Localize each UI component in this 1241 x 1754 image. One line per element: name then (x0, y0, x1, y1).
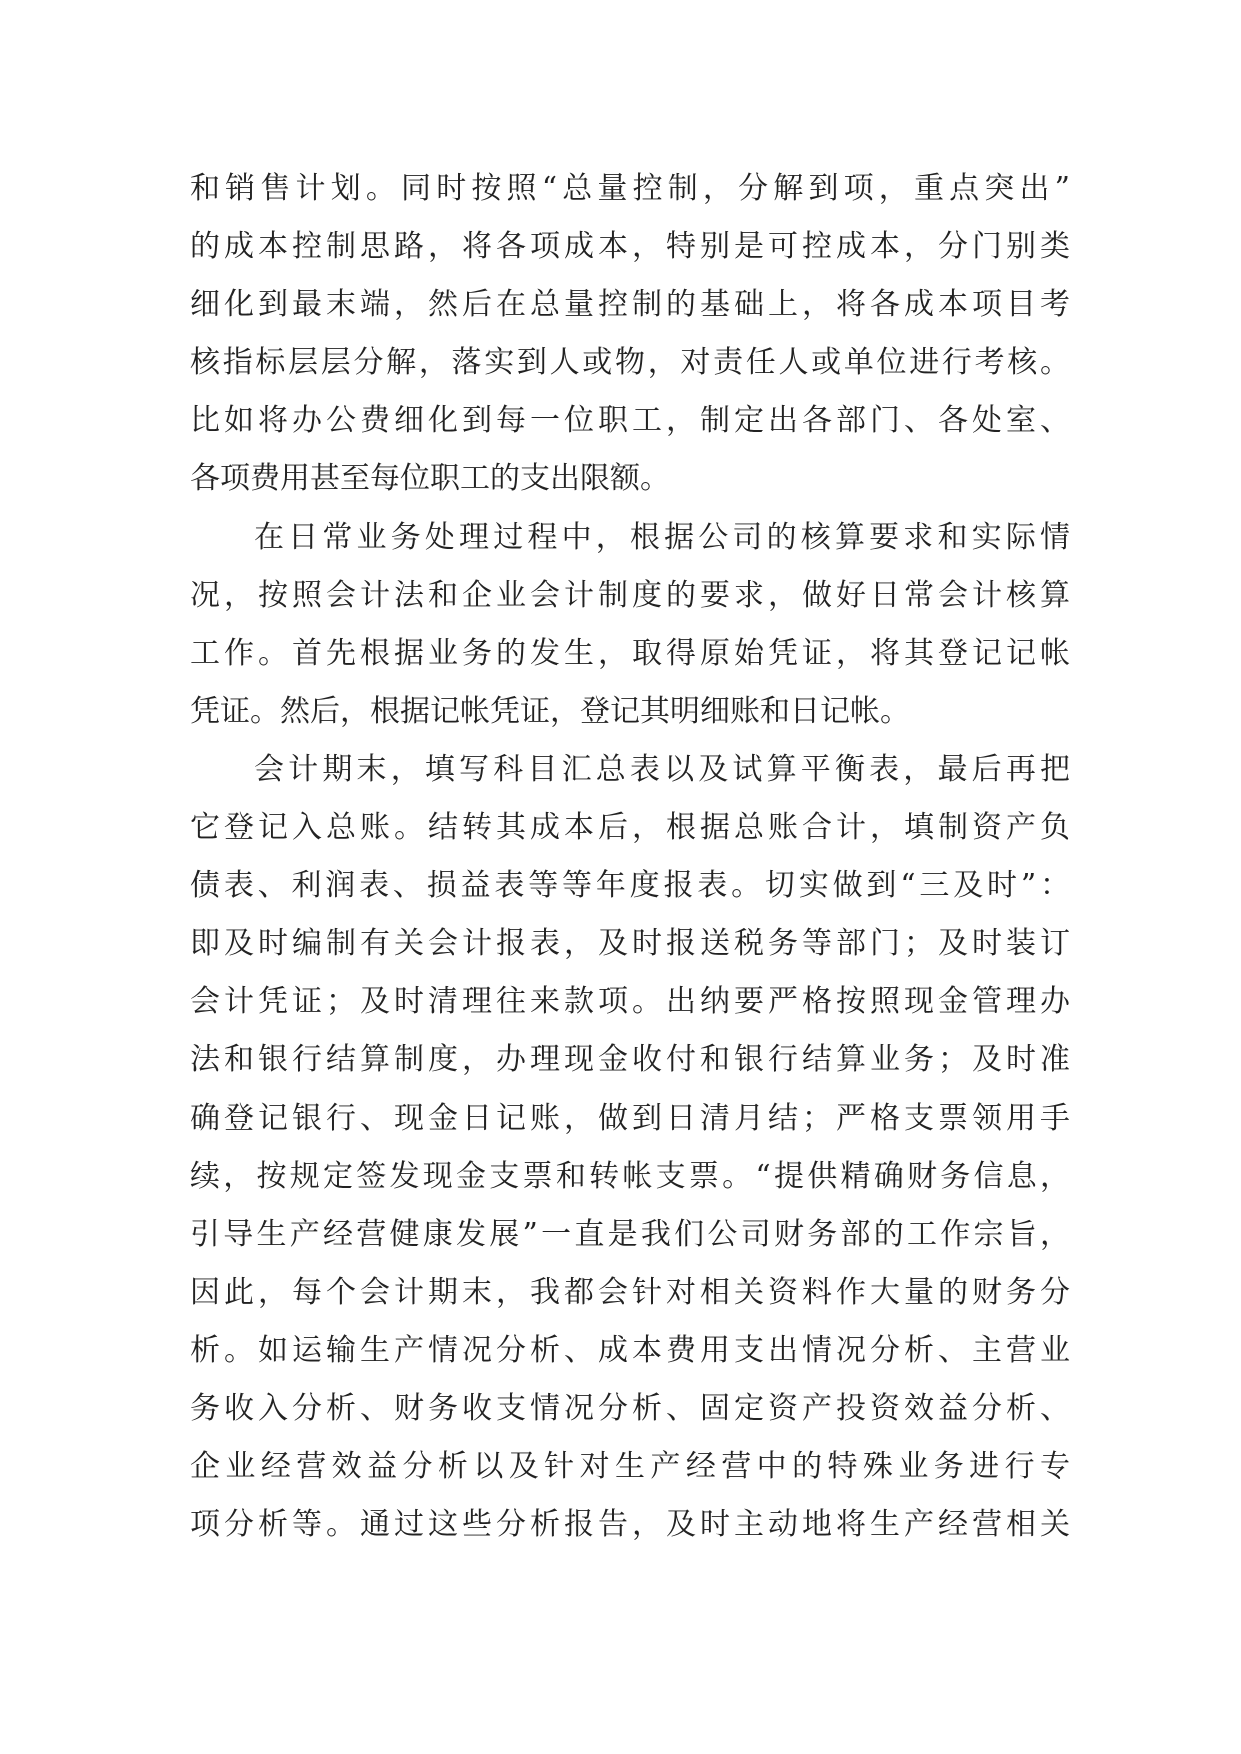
text-line: 确登记银行、现金日记账，做到日清月结；严格支票领用手 (190, 1100, 1070, 1136)
paragraph-3 (190, 741, 1070, 1554)
text-line: 在日常业务处理过程中，根据公司的核算要求和实际情 (254, 519, 1070, 555)
text-line: 细化到最末端，然后在总量控制的基础上，将各成本项目考 (190, 287, 1070, 323)
text-line: 工作。首先根据业务的发生，取得原始凭证，将其登记记帐 (190, 635, 1070, 671)
paragraph-2 (190, 509, 1070, 741)
text-line: 它登记入总账。结转其成本后，根据总账合计，填制资产负 (190, 810, 1070, 846)
text-line: 务收入分析、财务收支情况分析、固定资产投资效益分析、 (190, 1390, 1070, 1426)
text-line: 各项费用甚至每位职工的支出限额。 (190, 461, 670, 497)
text-line: 项分析等。通过这些分析报告，及时主动地将生产经营相关 (190, 1507, 1070, 1543)
text-line: 法和银行结算制度，办理现金收付和银行结算业务；及时准 (190, 1042, 1070, 1078)
text-line: 企业经营效益分析以及针对生产经营中的特殊业务进行专 (190, 1449, 1070, 1485)
text-line: 债表、利润表、损益表等等年度报表。切实做到“三及时”： (190, 868, 1070, 904)
body-text (190, 160, 1070, 1554)
text-line: 核指标层层分解，落实到人或物，对责任人或单位进行考核。 (190, 345, 1070, 381)
text-line: 比如将办公费细化到每一位职工，制定出各部门、各处室、 (190, 403, 1070, 439)
text-line: 即及时编制有关会计报表，及时报送税务等部门；及时装订 (190, 926, 1070, 962)
text-line: 会计凭证；及时清理往来款项。出纳要严格按照现金管理办 (190, 984, 1070, 1020)
text-line: 会计期末，填写科目汇总表以及试算平衡表，最后再把 (254, 751, 1070, 787)
paragraph-1 (190, 160, 1070, 509)
text-line: 况，按照会计法和企业会计制度的要求，做好日常会计核算 (190, 577, 1070, 613)
text-line: 续，按规定签发现金支票和转帐支票。“提供精确财务信息， (190, 1158, 1070, 1194)
text-line: 和销售计划。同时按照“总量控制，分解到项，重点突出” (190, 171, 1070, 206)
text-line: 引导生产经营健康发展”一直是我们公司财务部的工作宗旨， (190, 1216, 1070, 1252)
text-line: 析。如运输生产情况分析、成本费用支出情况分析、主营业 (190, 1332, 1070, 1368)
text-line: 因此，每个会计期末，我都会针对相关资料作大量的财务分 (190, 1274, 1070, 1310)
text-line: 凭证。然后，根据记帐凭证，登记其明细账和日记帐。 (190, 693, 910, 729)
text-line: 的成本控制思路，将各项成本，特别是可控成本，分门别类 (190, 229, 1070, 265)
